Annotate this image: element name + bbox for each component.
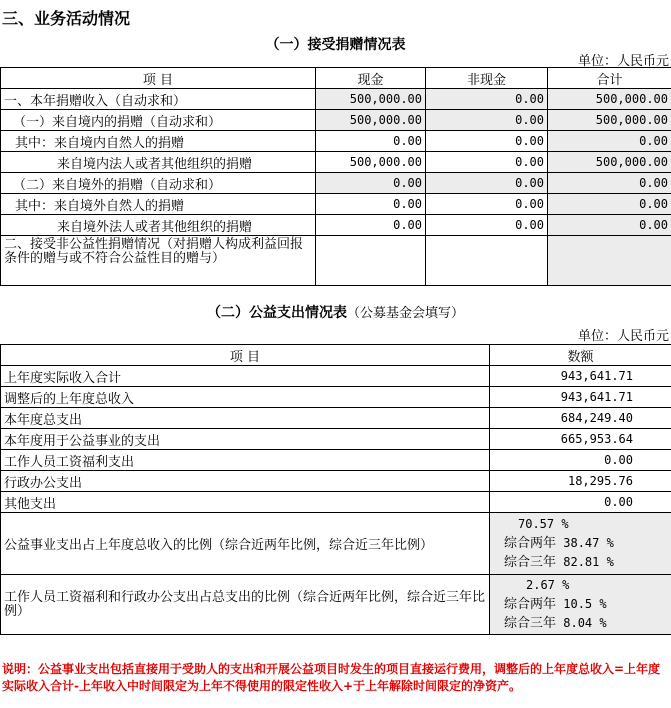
cash-value: 500,000.00 bbox=[316, 89, 426, 110]
total-value: 500,000.00 bbox=[548, 110, 671, 131]
ratio1-three-year bbox=[504, 553, 668, 572]
expenditure-table-title bbox=[0, 302, 671, 322]
ratio2-two-year bbox=[504, 595, 668, 614]
total-value: 0.00 bbox=[548, 194, 671, 215]
header-amount: 数额 bbox=[490, 345, 671, 366]
table-row bbox=[1, 152, 671, 173]
table-row bbox=[1, 236, 671, 286]
cash-value: 0.00 bbox=[316, 215, 426, 236]
ratio1-values bbox=[490, 513, 671, 575]
ratio1-two-year-value: 38.47 % bbox=[563, 536, 614, 550]
donation-table-unit: 单位：人民币元 bbox=[577, 54, 669, 69]
row-label: 来自境外法人或者其他组织的捐赠 bbox=[1, 215, 316, 236]
header-cash: 现金 bbox=[316, 68, 426, 89]
donation-table bbox=[0, 67, 671, 286]
noncash-value: 0.00 bbox=[426, 110, 548, 131]
total-value: 500,000.00 bbox=[548, 152, 671, 173]
table-row bbox=[1, 215, 671, 236]
header-item: 项 目 bbox=[1, 345, 490, 366]
ratio1-three-year-label: 综合三年 bbox=[504, 555, 557, 570]
noncash-value: 0.00 bbox=[426, 173, 548, 194]
amount-value: 665,953.64 bbox=[490, 429, 671, 450]
noncash-value bbox=[426, 236, 548, 286]
amount-value: 943,641.71 bbox=[490, 387, 671, 408]
ratio2-three-year bbox=[504, 614, 668, 633]
ratio1-two-year bbox=[504, 534, 668, 553]
row-label: 本年度总支出 bbox=[1, 408, 490, 429]
cash-value: 500,000.00 bbox=[316, 152, 426, 173]
table-header-row bbox=[1, 68, 671, 89]
total-value bbox=[548, 236, 671, 286]
total-value: 0.00 bbox=[548, 131, 671, 152]
row-label: 其中：来自境内自然人的捐赠 bbox=[1, 131, 316, 152]
table-row bbox=[1, 450, 671, 471]
section-title: 三、业务活动情况 bbox=[2, 9, 131, 28]
cash-value: 0.00 bbox=[316, 173, 426, 194]
header-total: 合计 bbox=[548, 68, 671, 89]
ratio2-current: 2.67 % bbox=[526, 578, 570, 592]
table-row bbox=[1, 408, 671, 429]
expenditure-table-subtitle: （公募基金会填写） bbox=[346, 306, 464, 321]
header-item: 项 目 bbox=[1, 68, 316, 89]
row-label: 一、本年捐赠收入（自动求和） bbox=[1, 89, 316, 110]
noncash-value: 0.00 bbox=[426, 215, 548, 236]
table-header-row bbox=[1, 345, 671, 366]
ratio2-values bbox=[490, 575, 671, 635]
table-row bbox=[1, 131, 671, 152]
row-label: 本年度用于公益事业的支出 bbox=[1, 429, 490, 450]
table-row bbox=[1, 366, 671, 387]
expenditure-table bbox=[0, 344, 671, 635]
ratio1-current: 70.57 % bbox=[518, 517, 569, 531]
table-row bbox=[1, 492, 671, 513]
row-label: 其中：来自境外自然人的捐赠 bbox=[1, 194, 316, 215]
table-row bbox=[1, 429, 671, 450]
ratio2-label: 工作人员工资福利和行政办公支出占总支出的比例（综合近两年比例，综合近三年比例） bbox=[1, 575, 490, 635]
expenditure-table-title-main: （二）公益支出情况表 bbox=[206, 305, 347, 321]
header-noncash: 非现金 bbox=[426, 68, 548, 89]
noncash-value: 0.00 bbox=[426, 194, 548, 215]
row-label: （二）来自境外的捐赠（自动求和） bbox=[1, 173, 316, 194]
row-label: 调整后的上年度总收入 bbox=[1, 387, 490, 408]
amount-value: 0.00 bbox=[490, 450, 671, 471]
amount-value: 0.00 bbox=[490, 492, 671, 513]
table-row bbox=[1, 194, 671, 215]
table-row bbox=[1, 110, 671, 131]
row-label: （一）来自境内的捐赠（自动求和） bbox=[1, 110, 316, 131]
ratio1-label: 公益事业支出占上年度总收入的比例（综合近两年比例，综合近三年比例） bbox=[1, 513, 490, 575]
total-value: 0.00 bbox=[548, 215, 671, 236]
cash-value: 0.00 bbox=[316, 194, 426, 215]
amount-value: 684,249.40 bbox=[490, 408, 671, 429]
total-value: 0.00 bbox=[548, 173, 671, 194]
ratio1-two-year-label: 综合两年 bbox=[504, 536, 557, 551]
noncash-value: 0.00 bbox=[426, 152, 548, 173]
row-label: 来自境内法人或者其他组织的捐赠 bbox=[1, 152, 316, 173]
footnote: 说明：公益事业支出包括直接用于受助人的支出和开展公益项目时发生的项目直接运行费用，调整后的上年度总收入=上年度实际收入合计-上年收入中时间限定为上年不得使用的限定性收入+于上年解除时间限定的净资产。 bbox=[2, 662, 661, 693]
donation-table-title: （一）接受捐赠情况表 bbox=[265, 37, 406, 53]
total-value: 500,000.00 bbox=[548, 89, 671, 110]
ratio2-two-year-label: 综合两年 bbox=[504, 597, 557, 612]
row-label: 上年度实际收入合计 bbox=[1, 366, 490, 387]
table-row bbox=[1, 173, 671, 194]
expenditure-table-unit: 单位：人民币元 bbox=[577, 329, 669, 344]
amount-value: 18,295.76 bbox=[490, 471, 671, 492]
row-label: 行政办公支出 bbox=[1, 471, 490, 492]
table-row bbox=[1, 513, 671, 575]
ratio2-three-year-label: 综合三年 bbox=[504, 616, 557, 631]
table-row bbox=[1, 471, 671, 492]
nonprofit-donation-label: 二、接受非公益性捐赠情况（对捐赠人构成利益回报条件的赠与或不符合公益性目的赠与） bbox=[1, 236, 316, 286]
row-label: 工作人员工资福利支出 bbox=[1, 450, 490, 471]
table-row bbox=[1, 89, 671, 110]
amount-value: 943,641.71 bbox=[490, 366, 671, 387]
ratio1-three-year-value: 82.81 % bbox=[563, 555, 614, 569]
cash-value bbox=[316, 236, 426, 286]
noncash-value: 0.00 bbox=[426, 89, 548, 110]
table-row bbox=[1, 387, 671, 408]
table-row bbox=[1, 575, 671, 635]
cash-value: 0.00 bbox=[316, 131, 426, 152]
ratio2-two-year-value: 10.5 % bbox=[563, 597, 607, 611]
row-label: 其他支出 bbox=[1, 492, 490, 513]
ratio2-three-year-value: 8.04 % bbox=[563, 616, 607, 630]
cash-value: 500,000.00 bbox=[316, 110, 426, 131]
noncash-value: 0.00 bbox=[426, 131, 548, 152]
